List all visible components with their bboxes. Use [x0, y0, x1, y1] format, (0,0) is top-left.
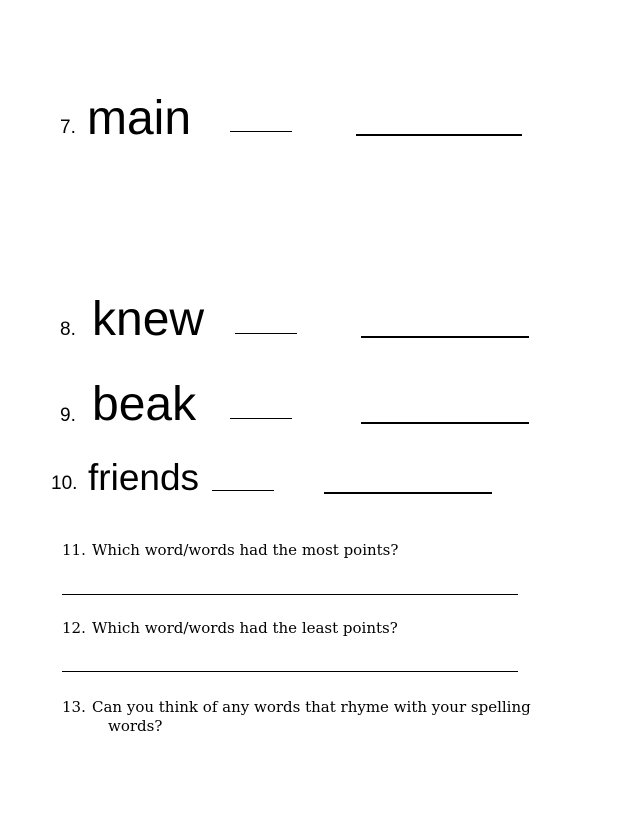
question-text: Which word/words had the least points? — [92, 619, 398, 637]
word-blank — [324, 492, 492, 494]
word-blank — [361, 336, 529, 338]
spelling-word: main — [87, 92, 192, 145]
item-number: 8. — [60, 319, 76, 340]
item-number: 10. — [51, 473, 78, 494]
spelling-word: beak — [92, 378, 197, 431]
question-number: 11. — [62, 541, 86, 559]
question-text: Which word/words had the most points? — [92, 541, 399, 559]
word-blank — [356, 134, 522, 136]
spelling-word: friends — [88, 457, 200, 498]
question-number: 12. — [62, 619, 86, 637]
spelling-word: knew — [92, 293, 205, 346]
points-blank — [212, 490, 274, 491]
question-text: Can you think of any words that rhyme with your spelling — [92, 698, 531, 716]
points-blank — [235, 333, 297, 334]
item-number: 9. — [60, 405, 76, 426]
word-blank — [361, 422, 529, 424]
item-number: 7. — [60, 117, 76, 138]
question-text-continuation: words? — [108, 717, 163, 735]
answer-line — [62, 594, 518, 595]
question-number: 13. — [62, 698, 86, 716]
answer-line — [62, 671, 518, 672]
points-blank — [230, 418, 292, 419]
points-blank — [230, 131, 292, 132]
